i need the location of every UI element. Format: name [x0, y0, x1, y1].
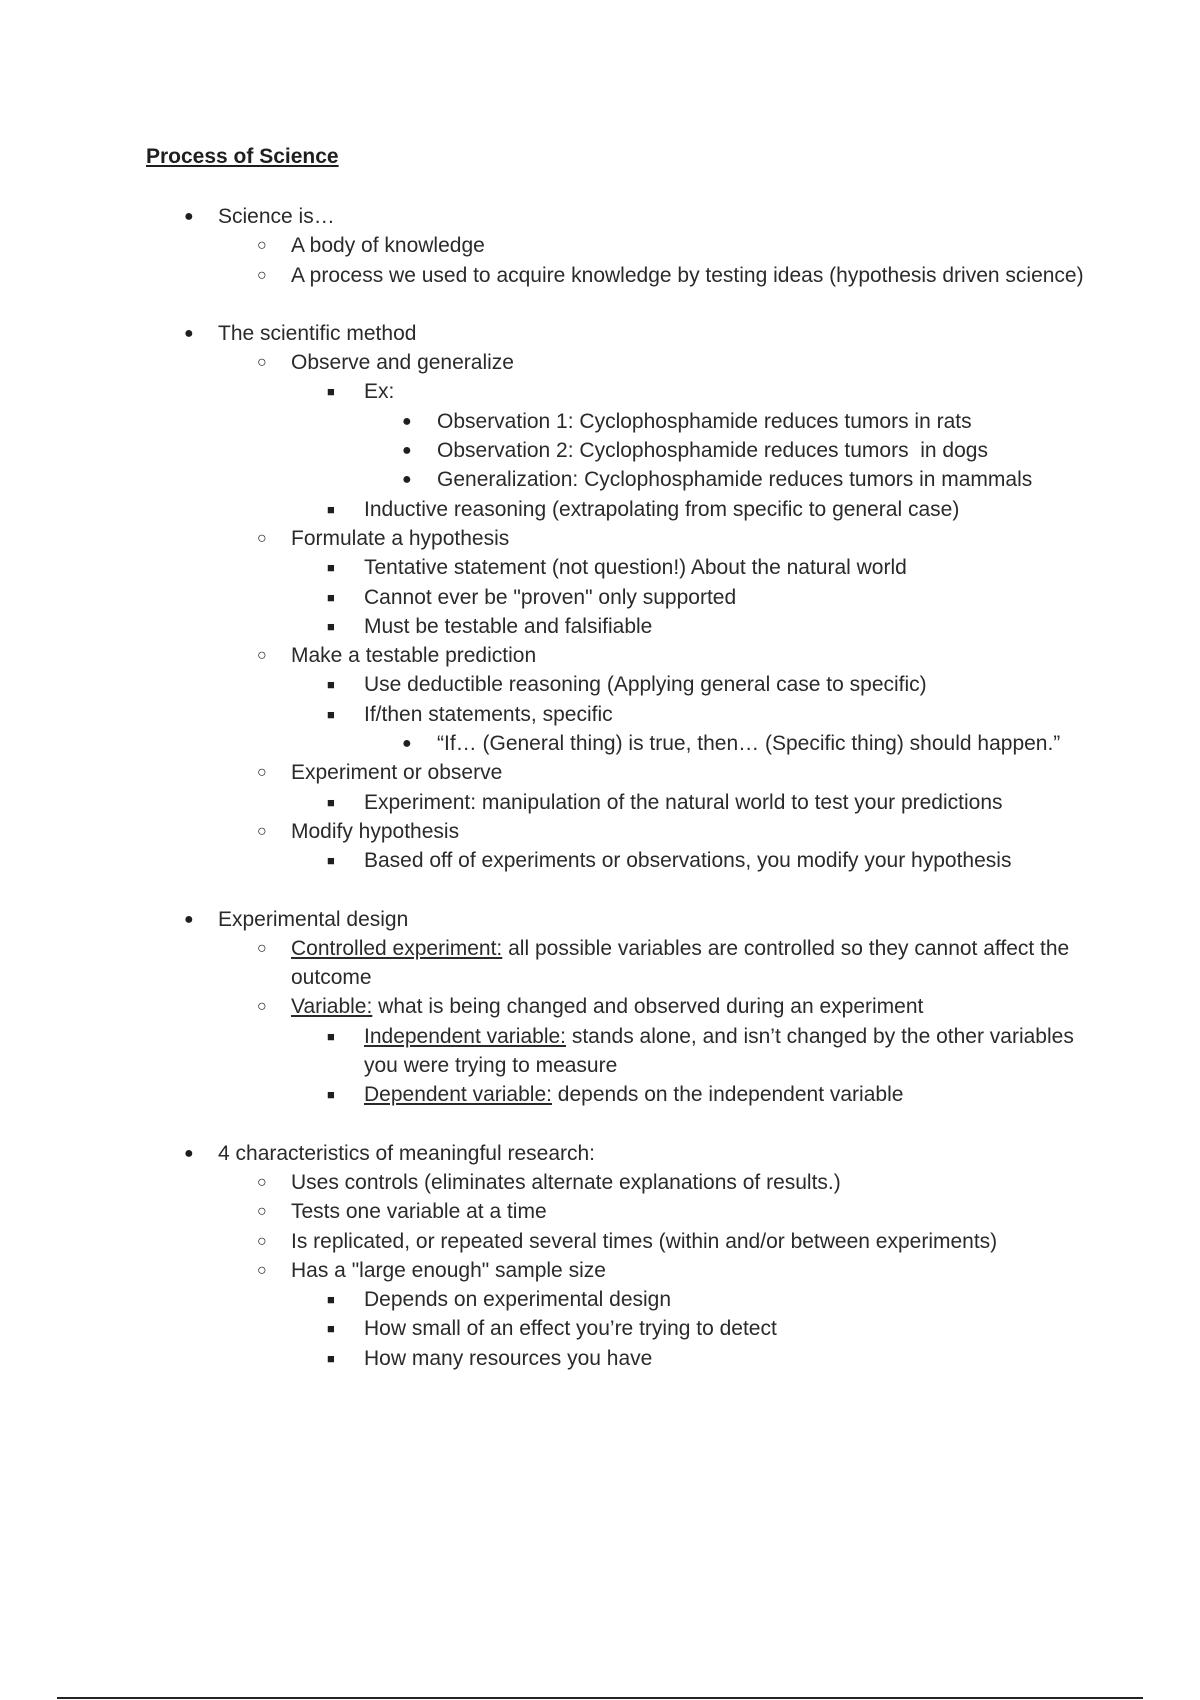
- list-item: ■ Cannot ever be "proven" only supported: [0, 583, 1088, 612]
- list-item: ○ Variable: what is being changed and observed during an experiment: [0, 992, 1088, 1021]
- bullet-square-icon: ■: [327, 1028, 335, 1044]
- bullet-disc-icon: ●: [184, 324, 194, 342]
- bullet-square-icon: ■: [327, 853, 335, 869]
- list-item: ■ Ex:: [0, 377, 1088, 406]
- bullet-circle-icon: ○: [257, 647, 267, 665]
- bullet-square-icon: ■: [327, 560, 335, 576]
- list-item: ● Observation 1: Cyclophosphamide reduces tumors in rats: [0, 407, 1088, 436]
- bullet-square-icon: ■: [327, 501, 335, 517]
- list-item: ○ Controlled experiment: all possible variables are controlled so they cannot affect the outcome: [0, 934, 1088, 993]
- bullet-circle-icon: ○: [257, 764, 267, 782]
- list-item: ■ Use deductible reasoning (Applying general case to specific): [0, 670, 1088, 699]
- bullet-square-icon: ■: [327, 706, 335, 722]
- notes-list: [0, 202, 1200, 1373]
- bullet-square-icon: ■: [327, 589, 335, 605]
- bullet-disc-icon: ●: [402, 735, 412, 753]
- list-item: ■ Must be testable and falsifiable: [0, 612, 1088, 641]
- bullet-square-icon: ■: [327, 1321, 335, 1337]
- bullet-circle-icon: ○: [257, 1173, 267, 1191]
- list-item: ■ Independent variable: stands alone, and isn’t changed by the other variables you were trying to measure: [0, 1022, 1088, 1081]
- bullet-disc-icon: ●: [402, 412, 412, 430]
- bullet-circle-icon: ○: [257, 998, 267, 1016]
- bullet-square-icon: ■: [327, 1350, 335, 1366]
- list-item: ○ Experiment or observe: [0, 758, 1088, 787]
- bullet-circle-icon: ○: [257, 939, 267, 957]
- list-item: ○ Make a testable prediction: [0, 641, 1088, 670]
- bullet-disc-icon: ●: [184, 208, 194, 225]
- bullet-circle-icon: ○: [257, 237, 267, 255]
- bullet-square-icon: ■: [327, 794, 335, 810]
- bullet-square-icon: ■: [327, 384, 335, 400]
- list-item: ● Observation 2: Cyclophosphamide reduces tumors in dogs: [0, 436, 1088, 465]
- list-item: ■ Inductive reasoning (extrapolating from specific to general case): [0, 495, 1088, 524]
- list-item: ■ If/then statements, specific: [0, 700, 1088, 729]
- page-title: Process of Science: [146, 145, 339, 168]
- list-item: ○ Tests one variable at a time: [0, 1197, 1088, 1226]
- list-item: ● Experimental design: [0, 905, 1088, 934]
- list-item: ■ How many resources you have: [0, 1344, 1088, 1373]
- list-item: ○ Uses controls (eliminates alternate explanations of results.): [0, 1168, 1088, 1197]
- list-item: ● “If… (General thing) is true, then… (Specific thing) should happen.”: [0, 729, 1088, 758]
- list-item: ● Generalization: Cyclophosphamide reduces tumors in mammals: [0, 465, 1088, 494]
- list-item: ○ Is replicated, or repeated several times (within and/or between experiments): [0, 1227, 1088, 1256]
- term-independent-variable: Independent variable:: [364, 1024, 566, 1048]
- list-item: ○ Observe and generalize: [0, 348, 1088, 377]
- bullet-circle-icon: ○: [257, 1261, 267, 1279]
- list-item: ○ A process we used to acquire knowledge by testing ideas (hypothesis driven science): [0, 261, 1088, 290]
- list-item: ● Science is…: [0, 202, 1088, 231]
- bullet-circle-icon: ○: [257, 266, 267, 284]
- list-item: ○ A body of knowledge: [0, 231, 1088, 260]
- term-variable: Variable:: [291, 995, 373, 1019]
- page-divider: [57, 1697, 1143, 1699]
- list-item: ■ Tentative statement (not question!) About the natural world: [0, 553, 1088, 582]
- bullet-square-icon: ■: [327, 1087, 335, 1103]
- term-dependent-variable: Dependent variable:: [364, 1083, 552, 1107]
- bullet-square-icon: ■: [327, 618, 335, 634]
- bullet-disc-icon: ●: [402, 471, 412, 489]
- list-item: ■ Based off of experiments or observations, you modify your hypothesis: [0, 846, 1088, 875]
- list-item: ○ Modify hypothesis: [0, 817, 1088, 846]
- bullet-circle-icon: ○: [257, 529, 267, 547]
- list-item: ■ Depends on experimental design: [0, 1285, 1088, 1314]
- list-item: ■ Experiment: manipulation of the natural world to test your predictions: [0, 788, 1088, 817]
- list-item: ■ Dependent variable: depends on the independent variable: [0, 1080, 1088, 1109]
- list-item: ○ Has a "large enough" sample size: [0, 1256, 1088, 1285]
- bullet-square-icon: ■: [327, 1292, 335, 1308]
- list-item: ■ How small of an effect you’re trying to detect: [0, 1314, 1088, 1343]
- list-item: ● 4 characteristics of meaningful research:: [0, 1139, 1088, 1168]
- bullet-disc-icon: ●: [184, 1144, 194, 1162]
- bullet-disc-icon: ●: [184, 910, 194, 928]
- list-item: ● The scientific method: [0, 319, 1088, 348]
- list-item: ○ Formulate a hypothesis: [0, 524, 1088, 553]
- bullet-circle-icon: ○: [257, 1232, 267, 1250]
- term-controlled-experiment: Controlled experiment:: [291, 936, 503, 960]
- bullet-circle-icon: ○: [257, 354, 267, 372]
- bullet-circle-icon: ○: [257, 822, 267, 840]
- bullet-square-icon: ■: [327, 677, 335, 693]
- bullet-disc-icon: ●: [402, 442, 412, 460]
- bullet-circle-icon: ○: [257, 1203, 267, 1221]
